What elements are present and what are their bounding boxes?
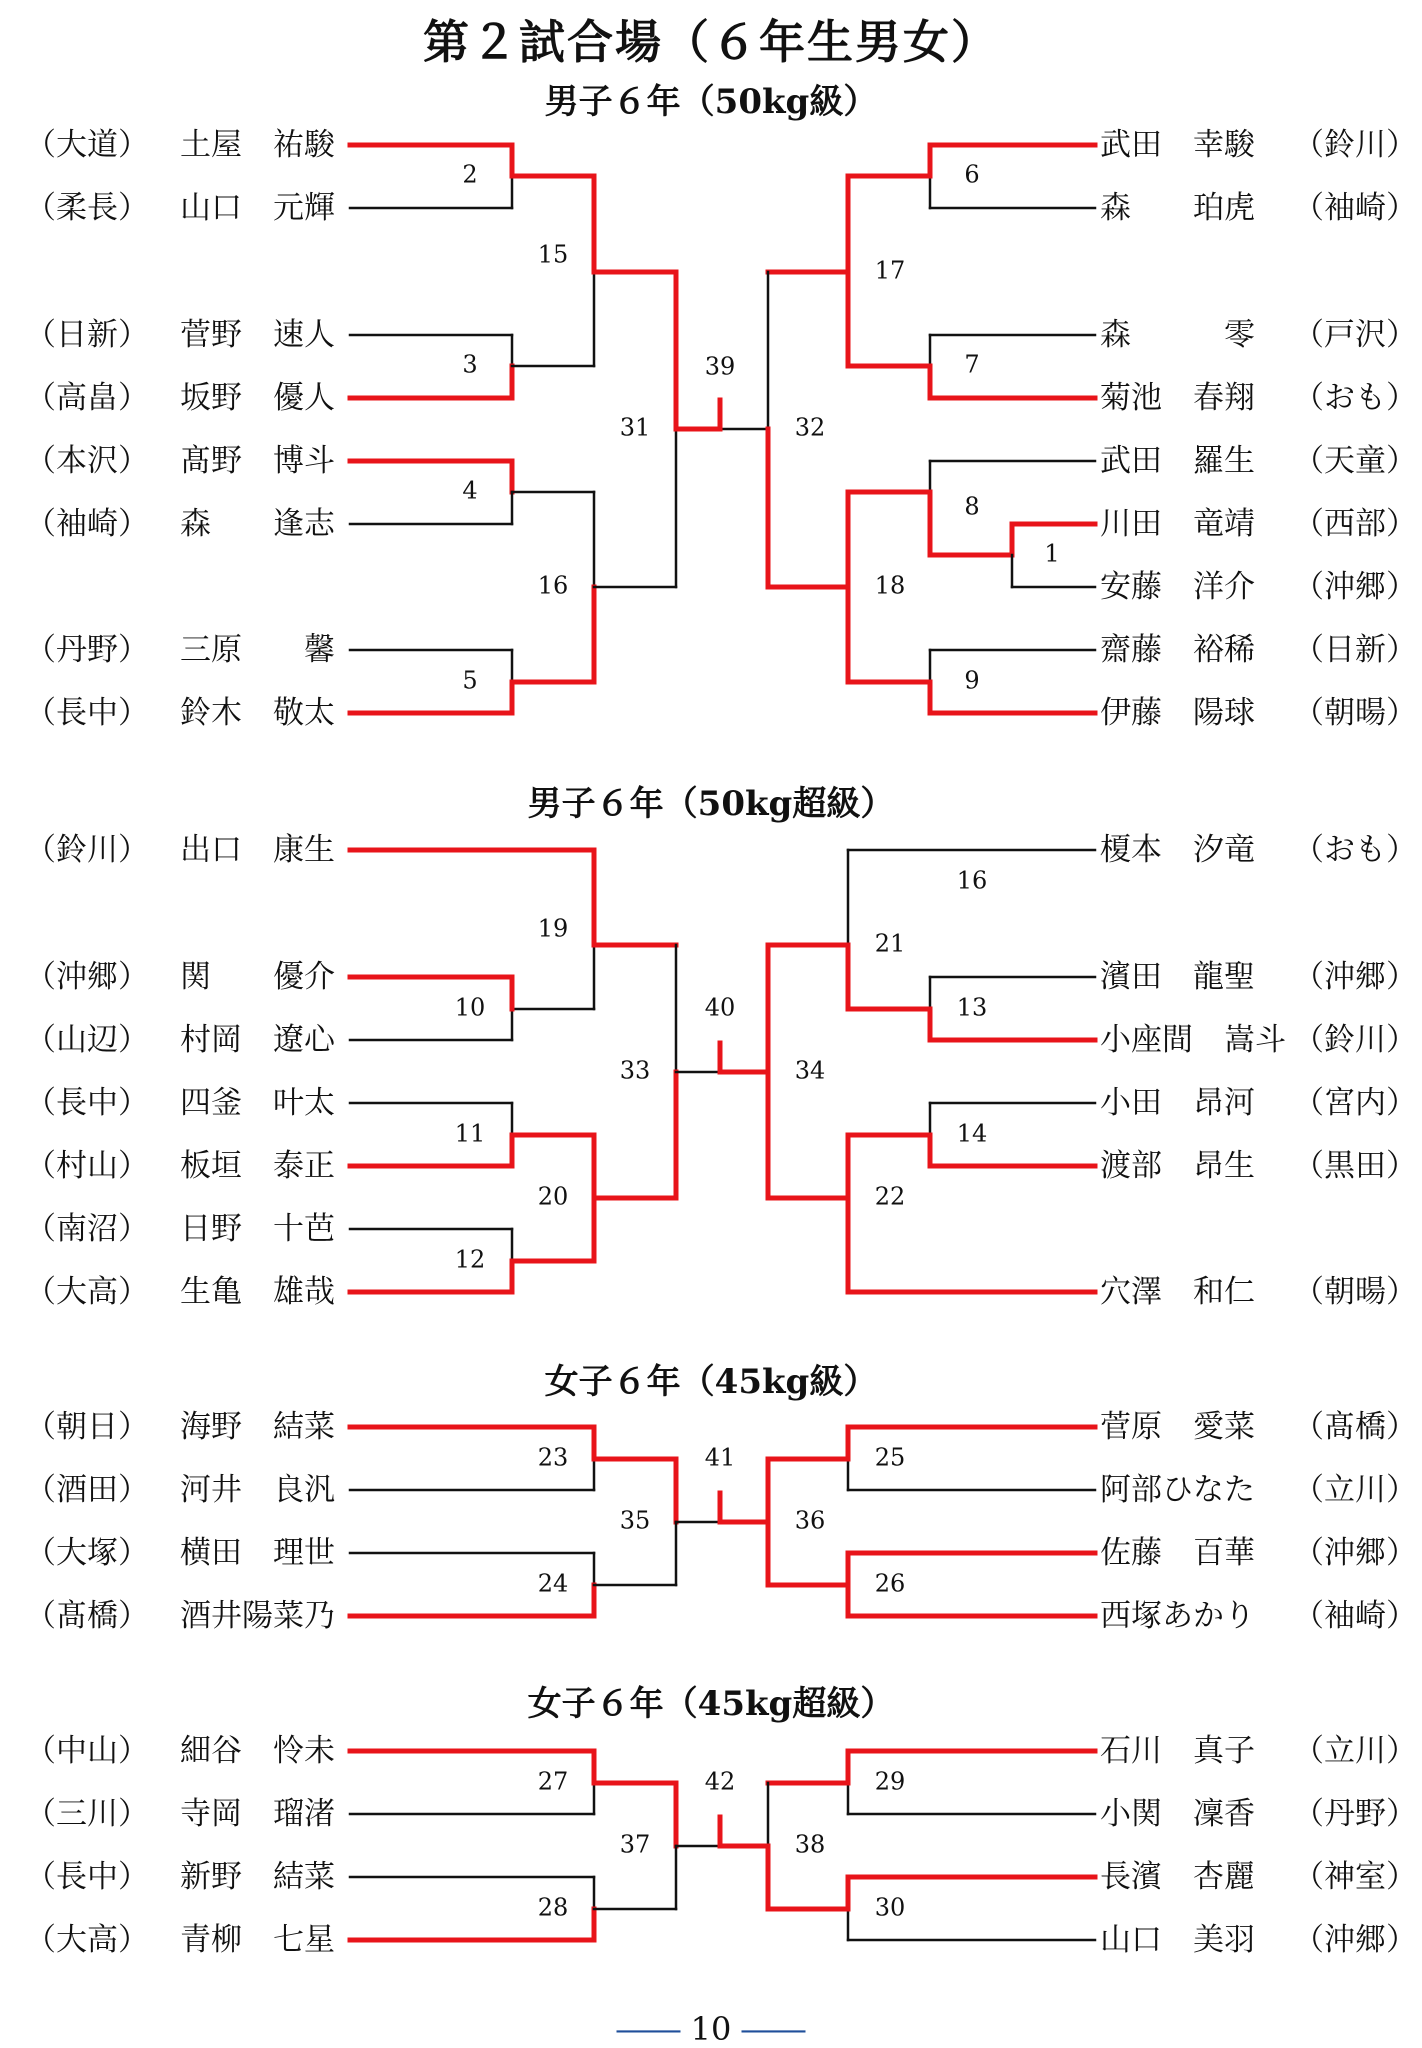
left-entry-club: （高畠） [25, 380, 149, 416]
left-entry-club: （三川） [25, 1796, 149, 1832]
left-entry-name: 横田 理世 [180, 1535, 335, 1571]
match-number: 7 [964, 350, 980, 379]
match-number: 30 [874, 1893, 906, 1922]
right-entry-club: （おも） [1293, 380, 1417, 416]
match-number: 27 [537, 1767, 569, 1796]
right-entry-club: （天童） [1293, 443, 1417, 479]
right-entry-club: （西部） [1293, 506, 1417, 542]
right-entry-club: （立川） [1293, 1733, 1417, 1769]
right-entry-club: （沖郷） [1293, 959, 1417, 995]
right-entry-name: 濱田 龍聖 [1100, 959, 1255, 995]
section-title-boys-50kg-over: 男子６年（50kg超級） [527, 784, 895, 824]
right-entry-name: 石川 真子 [1100, 1733, 1255, 1769]
left-entry-name: 菅野 速人 [180, 317, 335, 353]
match-number: 1 [1044, 539, 1060, 568]
section-title-girls-45kg: 女子６年（45kg級） [544, 1362, 878, 1402]
page-number: 10 [690, 2010, 732, 2048]
right-entry-name: 森 零 [1100, 317, 1255, 353]
left-entry-name: 出口 康生 [180, 832, 335, 868]
left-entry-name: 青柳 七星 [180, 1922, 335, 1958]
left-entry-club: （朝日） [25, 1409, 149, 1445]
right-entry-name: 安藤 洋介 [1100, 569, 1255, 605]
right-entry-club: （鈴川） [1293, 127, 1417, 163]
left-entry-club: （長中） [25, 1859, 149, 1895]
right-entry-name: 西塚あかり [1100, 1598, 1255, 1634]
right-entry-name: 長濱 杏麗 [1100, 1859, 1255, 1895]
right-entry-name: 小関 凜香 [1100, 1796, 1255, 1832]
left-entry-name: 坂野 優人 [180, 380, 335, 416]
right-entry-name: 菅原 愛菜 [1100, 1409, 1255, 1445]
match-number: 42 [704, 1767, 736, 1796]
left-entry-name: 土屋 祐駿 [180, 127, 335, 163]
left-entry-club: （本沢） [25, 443, 149, 479]
match-number: 16 [956, 866, 988, 895]
right-entry-name: 齋藤 裕稀 [1100, 632, 1255, 668]
left-entry-name: 村岡 遼心 [180, 1022, 335, 1058]
match-number: 29 [874, 1767, 906, 1796]
right-entry-club: （おも） [1293, 832, 1417, 868]
match-number: 6 [964, 160, 980, 189]
left-entry-name: 細谷 怜未 [180, 1733, 335, 1769]
left-entry-name: 森 逢志 [180, 506, 335, 542]
right-entry-name: 榎本 汐竜 [1100, 832, 1255, 868]
footer-dash-left: ―― [616, 2010, 681, 2048]
right-entry-name: 穴澤 和仁 [1100, 1274, 1255, 1310]
right-entry-club: （沖郷） [1293, 1922, 1417, 1958]
match-number: 9 [964, 666, 980, 695]
right-entry-club: （神室） [1293, 1859, 1417, 1895]
page-footer [0, 2010, 1422, 2048]
left-entry-name: 鈴木 敬太 [180, 695, 335, 731]
left-entry-club: （鈴川） [25, 832, 149, 868]
match-number: 24 [537, 1569, 569, 1598]
left-entry-club: （村山） [25, 1148, 149, 1184]
match-number: 36 [794, 1506, 826, 1535]
left-entry-club: （大塚） [25, 1535, 149, 1571]
match-number: 28 [537, 1893, 569, 1922]
left-entry-club: （袖崎） [25, 506, 149, 542]
right-entry-club: （宮内） [1293, 1085, 1417, 1121]
left-entry-name: 新野 結菜 [180, 1859, 335, 1895]
left-entry-name: 海野 結菜 [180, 1409, 335, 1445]
left-entry-club: （長中） [25, 1085, 149, 1121]
right-entry-club: （立川） [1293, 1472, 1417, 1508]
match-number: 40 [704, 993, 736, 1022]
right-entry-club: （朝暘） [1293, 695, 1417, 731]
match-number: 26 [874, 1569, 906, 1598]
right-entry-name: 菊池 春翔 [1100, 380, 1255, 416]
right-entry-club: （鈴川） [1293, 1022, 1417, 1058]
left-entry-name: 寺岡 瑠渚 [180, 1796, 335, 1832]
match-number: 14 [956, 1119, 988, 1148]
match-number: 22 [874, 1182, 906, 1211]
left-entry-name: 板垣 泰正 [180, 1148, 335, 1184]
match-number: 16 [537, 571, 569, 600]
match-number: 19 [537, 914, 569, 943]
match-number: 3 [462, 350, 478, 379]
left-entry-club: （中山） [25, 1733, 149, 1769]
right-entry-name: 小田 昂河 [1100, 1085, 1255, 1121]
right-entry-club: （袖崎） [1293, 190, 1417, 226]
match-number: 4 [462, 476, 478, 505]
right-entry-club: （髙橋） [1293, 1409, 1417, 1445]
match-number: 10 [454, 993, 486, 1022]
right-entry-name: 伊藤 陽球 [1100, 695, 1255, 731]
right-entry-club: （沖郷） [1293, 1535, 1417, 1571]
right-entry-club: （沖郷） [1293, 569, 1417, 605]
right-entry-club: （日新） [1293, 632, 1417, 668]
right-entry-name: 川田 竜靖 [1100, 506, 1255, 542]
match-number: 13 [956, 993, 988, 1022]
left-entry-name: 酒井陽菜乃 [180, 1598, 335, 1634]
match-number: 23 [537, 1443, 569, 1472]
left-entry-name: 三原 馨 [180, 632, 335, 668]
left-entry-club: （大道） [25, 127, 149, 163]
left-entry-name: 山口 元輝 [180, 190, 335, 226]
right-entry-name: 阿部ひなた [1100, 1472, 1255, 1508]
left-entry-club: （長中） [25, 695, 149, 731]
left-entry-club: （柔長） [25, 190, 149, 226]
right-entry-name: 武田 羅生 [1100, 443, 1255, 479]
match-number: 8 [964, 492, 980, 521]
right-entry-name: 渡部 昂生 [1100, 1148, 1255, 1184]
left-entry-name: 髙野 博斗 [180, 443, 335, 479]
right-entry-club: （戸沢） [1293, 317, 1417, 353]
match-number: 35 [619, 1506, 651, 1535]
left-entry-club: （丹野） [25, 632, 149, 668]
left-entry-club: （南沼） [25, 1211, 149, 1247]
match-number: 37 [619, 1830, 651, 1859]
right-entry-name: 山口 美羽 [1100, 1922, 1255, 1958]
match-number: 31 [619, 413, 651, 442]
footer-dash-right: ―― [741, 2010, 806, 2048]
left-entry-club: （髙橋） [25, 1598, 149, 1634]
left-entry-name: 四釜 叶太 [180, 1085, 335, 1121]
match-number: 33 [619, 1056, 651, 1085]
right-entry-club: （朝暘） [1293, 1274, 1417, 1310]
right-entry-name: 小座間 嵩斗 [1100, 1022, 1286, 1058]
match-number: 25 [874, 1443, 906, 1472]
match-number: 21 [874, 929, 906, 958]
right-entry-club: （黒田） [1293, 1148, 1417, 1184]
left-entry-name: 関 優介 [180, 959, 335, 995]
right-entry-club: （袖崎） [1293, 1598, 1417, 1634]
match-number: 20 [537, 1182, 569, 1211]
match-number: 34 [794, 1056, 826, 1085]
right-entry-name: 武田 幸駿 [1100, 127, 1255, 163]
left-entry-club: （日新） [25, 317, 149, 353]
left-entry-club: （沖郷） [25, 959, 149, 995]
left-entry-club: （山辺） [25, 1022, 149, 1058]
left-entry-name: 生亀 雄哉 [180, 1274, 335, 1310]
match-number: 17 [874, 256, 906, 285]
match-number: 5 [462, 666, 478, 695]
match-number: 11 [454, 1119, 486, 1148]
left-entry-name: 河井 良汎 [180, 1472, 335, 1508]
match-number: 15 [537, 240, 569, 269]
page-title: 第２試合場（６年生男女） [423, 15, 999, 69]
match-number: 39 [704, 352, 736, 381]
left-entry-club: （酒田） [25, 1472, 149, 1508]
section-title-girls-45kg-over: 女子６年（45kg超級） [527, 1684, 895, 1724]
left-entry-name: 日野 十芭 [180, 1211, 335, 1247]
left-entry-club: （大高） [25, 1922, 149, 1958]
match-number: 2 [462, 160, 478, 189]
right-entry-club: （丹野） [1293, 1796, 1417, 1832]
match-number: 32 [794, 413, 826, 442]
right-entry-name: 佐藤 百華 [1100, 1535, 1255, 1571]
left-entry-club: （大高） [25, 1274, 149, 1310]
right-entry-name: 森 珀虎 [1100, 190, 1255, 226]
section-title-boys-50kg: 男子６年（50kg級） [544, 82, 878, 122]
match-number: 12 [454, 1245, 486, 1274]
match-number: 41 [704, 1443, 736, 1472]
match-number: 18 [874, 571, 906, 600]
match-number: 38 [794, 1830, 826, 1859]
